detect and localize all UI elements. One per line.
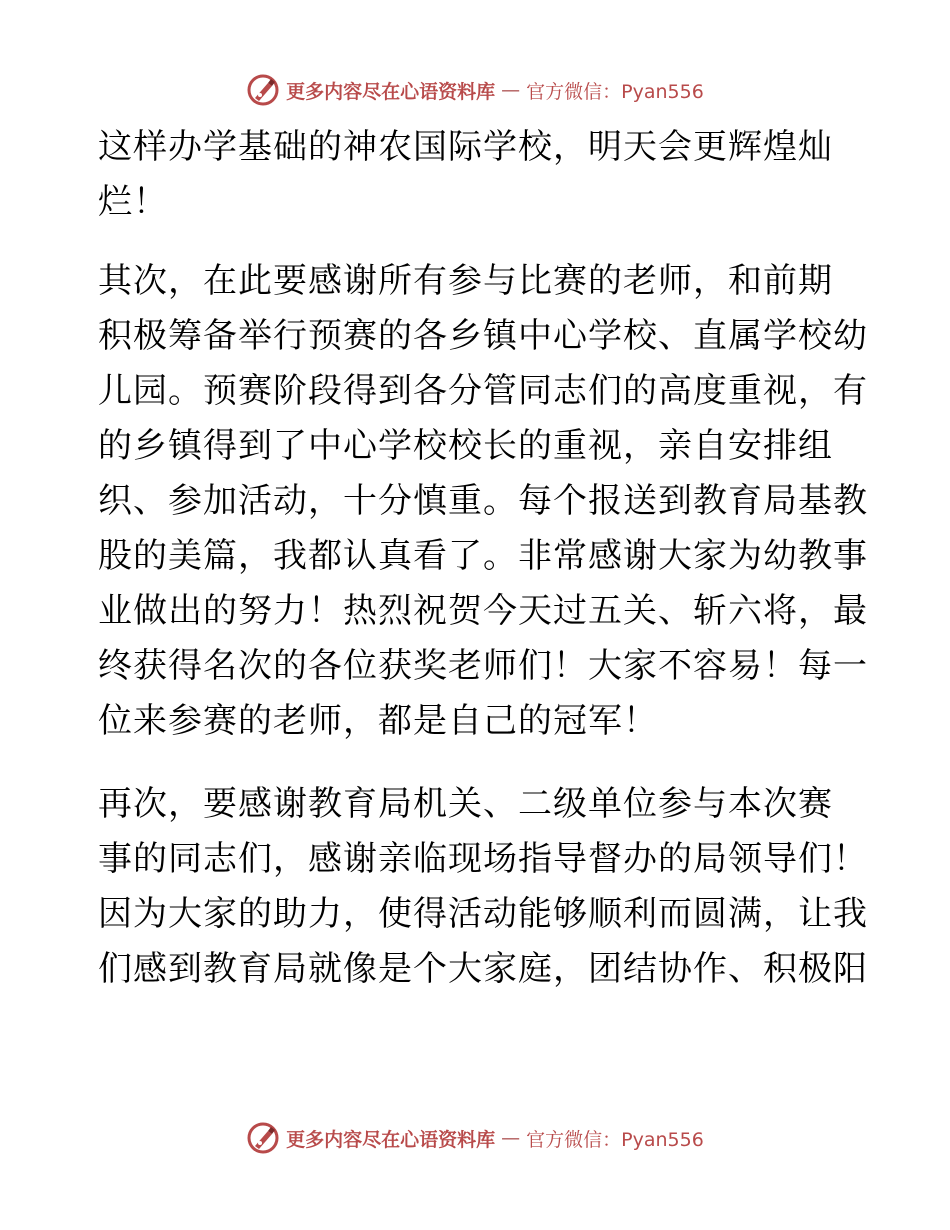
text-line: 因为大家的助力，使得活动能够顺利而圆满，让我 [98, 894, 868, 934]
watermark-separator: — [501, 79, 521, 101]
pen-logo-icon [246, 73, 280, 107]
pen-logo-icon [246, 1121, 280, 1155]
text-line: 积极筹备举行预赛的各乡镇中心学校、直属学校幼 [98, 316, 868, 356]
footer-watermark [0, 1118, 950, 1158]
text-line: 再次，要感谢教育局机关、二级单位参与本次赛 [98, 784, 833, 824]
header-watermark [0, 70, 950, 110]
text-line: 的乡镇得到了中心学校校长的重视，亲自安排组 [98, 426, 833, 466]
watermark-separator: — [501, 1127, 521, 1149]
watermark-text: 更多内容尽在心语资料库 [286, 1128, 496, 1151]
text-line: 事的同志们，感谢亲临现场指导督办的局领导们！ [98, 839, 868, 879]
text-line: 终获得名次的各位获奖老师们！大家不容易！每一 [98, 646, 868, 686]
text-line: 股的美篇，我都认真看了。非常感谢大家为幼教事 [98, 536, 868, 576]
document-body [98, 120, 868, 997]
text-line: 烂！ [98, 182, 168, 222]
text-line: 业做出的努力！热烈祝贺今天过五关、斩六将，最 [98, 591, 868, 631]
watermark-text: 更多内容尽在心语资料库 [286, 80, 496, 103]
text-line: 儿园。预赛阶段得到各分管同志们的高度重视，有 [98, 371, 868, 411]
text-line: 织、参加活动，十分慎重。每个报送到教育局基教 [98, 481, 868, 521]
paragraph-2 [98, 254, 868, 749]
text-line: 这样办学基础的神农国际学校，明天会更辉煌灿 [98, 127, 833, 167]
watermark-wechat: 官方微信：Pyan556 [526, 1128, 704, 1151]
text-line: 其次，在此要感谢所有参与比赛的老师，和前期 [98, 261, 833, 301]
text-line: 位来参赛的老师，都是自己的冠军！ [98, 701, 658, 741]
text-line: 们感到教育局就像是个大家庭，团结协作、积极阳 [98, 949, 868, 989]
paragraph-3 [98, 777, 868, 997]
paragraph-1 [98, 120, 850, 230]
watermark-wechat: 官方微信：Pyan556 [526, 80, 704, 103]
